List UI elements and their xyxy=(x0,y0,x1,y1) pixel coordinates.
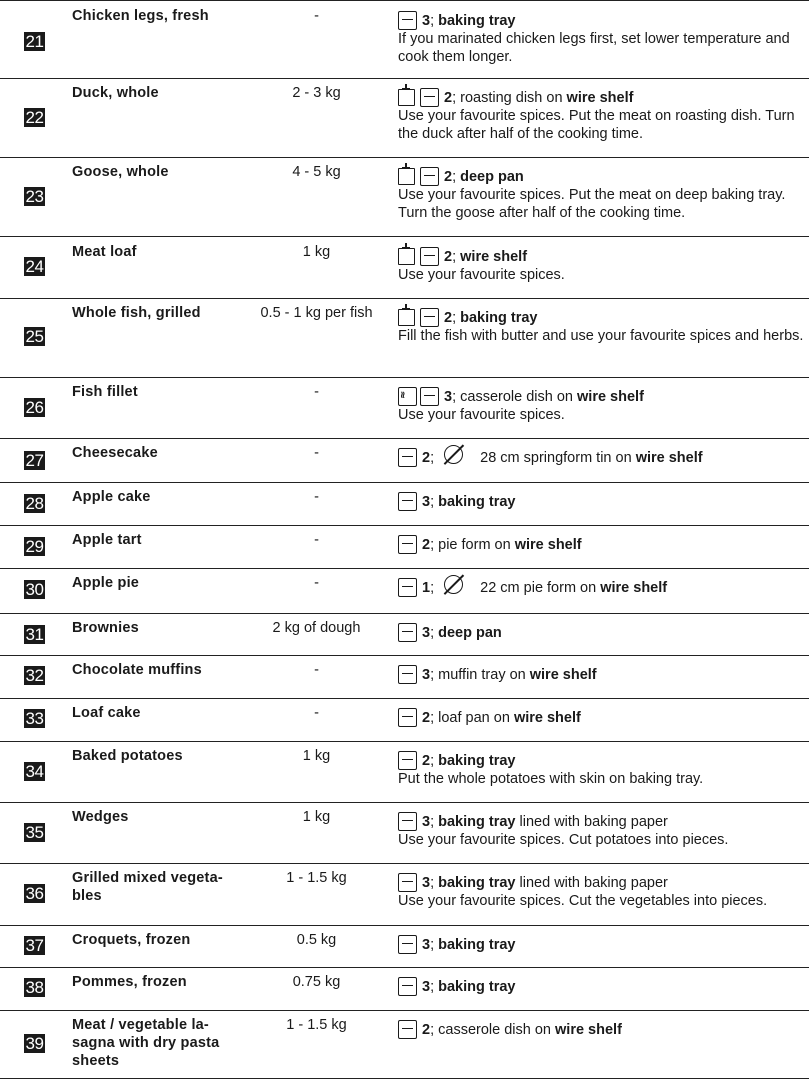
table-row xyxy=(0,741,809,803)
heat-icon xyxy=(398,535,417,554)
cooking-instructions xyxy=(398,164,808,222)
shelf-level: 2 xyxy=(422,710,431,726)
accessory-bold: wire shelf xyxy=(513,710,581,726)
dish-name: Chicken legs, fresh xyxy=(72,8,209,24)
program-number-badge: 26 xyxy=(25,398,44,417)
accessory-bold: wire shelf xyxy=(460,249,528,265)
program-number-badge: 22 xyxy=(25,108,44,127)
dish-name: Cheesecake xyxy=(72,445,158,461)
table-row xyxy=(0,377,809,439)
dish-name: Apple cake xyxy=(72,489,151,505)
rotisserie-icon xyxy=(398,309,415,326)
accessory-bold: wire shelf xyxy=(566,90,634,106)
dish-name: Meat / vegetable la- sagna with dry pasta sheets xyxy=(72,1017,220,1069)
table-row xyxy=(0,78,809,158)
separator: ; xyxy=(430,625,439,641)
cooking-note: Use your favourite spices. xyxy=(398,407,565,423)
cooking-instructions xyxy=(398,8,808,66)
cooking-note: Use your favourite spices. Cut the vegetables into pieces. xyxy=(398,893,768,909)
table-row xyxy=(0,525,809,569)
dish-quantity: 2 - 3 kg xyxy=(292,85,341,101)
separator: ; xyxy=(452,90,461,106)
dish-name: Apple tart xyxy=(72,532,142,548)
separator: ; xyxy=(430,667,439,683)
dish-name: Pommes, frozen xyxy=(72,974,187,990)
setting-line xyxy=(398,662,808,684)
cooking-instructions xyxy=(398,974,808,996)
cooking-instructions xyxy=(398,489,808,511)
accessory-text: roasting dish on xyxy=(460,90,567,106)
dish-name: Goose, whole xyxy=(72,164,169,180)
program-number-badge: 30 xyxy=(25,580,44,599)
program-number-badge: 21 xyxy=(25,32,44,51)
separator: ; xyxy=(430,753,439,769)
separator: ; xyxy=(430,937,439,953)
table-row xyxy=(0,655,809,699)
setting-line xyxy=(398,974,808,996)
dish-name: Duck, whole xyxy=(72,85,159,101)
program-number-badge: 39 xyxy=(25,1034,44,1053)
accessory-bold: baking tray xyxy=(438,979,516,995)
separator: ; xyxy=(452,169,461,185)
heat-icon xyxy=(420,247,439,266)
program-number-badge: 38 xyxy=(25,978,44,997)
separator: ; xyxy=(430,537,439,553)
heat-icon xyxy=(398,665,417,684)
dish-quantity: - xyxy=(314,705,319,721)
shelf-level: 3 xyxy=(422,494,431,510)
setting-line xyxy=(398,445,808,467)
accessory-text: lined with baking paper xyxy=(515,875,668,891)
accessory-bold: deep pan xyxy=(460,169,524,185)
rotisserie-icon xyxy=(398,168,415,185)
shelf-level: 3 xyxy=(422,667,431,683)
accessory-bold: wire shelf xyxy=(600,580,668,596)
accessory-bold: baking tray xyxy=(438,13,516,29)
cooking-instructions xyxy=(398,932,808,954)
dish-name: Brownies xyxy=(72,620,139,636)
table-row xyxy=(0,438,809,483)
table-row xyxy=(0,1010,809,1079)
program-number-badge: 37 xyxy=(25,936,44,955)
separator: ; xyxy=(430,875,439,891)
shelf-level: 2 xyxy=(422,450,431,466)
heat-icon xyxy=(398,623,417,642)
program-number-badge: 33 xyxy=(25,709,44,728)
accessory-text: pie form on xyxy=(438,537,515,553)
heat-icon xyxy=(398,448,417,467)
setting-line xyxy=(398,489,808,511)
heat-icon xyxy=(398,977,417,996)
dish-quantity: - xyxy=(314,532,319,548)
table-row xyxy=(0,698,809,742)
heat-icon xyxy=(420,308,439,327)
dish-quantity: 4 - 5 kg xyxy=(292,164,341,180)
program-number-badge: 24 xyxy=(25,257,44,276)
dish-name: Chocolate muffins xyxy=(72,662,202,678)
heat-icon xyxy=(420,387,439,406)
dish-name: Whole fish, grilled xyxy=(72,305,201,321)
heat-icon xyxy=(398,751,417,770)
cooking-instructions xyxy=(398,532,808,554)
shelf-level: 3 xyxy=(422,13,431,29)
cooking-instructions xyxy=(398,748,808,788)
setting-line xyxy=(398,748,808,770)
dish-quantity: - xyxy=(314,662,319,678)
accessory-bold: deep pan xyxy=(438,625,502,641)
table-row xyxy=(0,925,809,968)
shelf-level: 3 xyxy=(422,625,431,641)
heat-icon xyxy=(398,708,417,727)
program-number-badge: 28 xyxy=(25,494,44,513)
dish-name: Wedges xyxy=(72,809,129,825)
setting-line xyxy=(398,870,808,892)
cooking-instructions xyxy=(398,85,808,143)
heat-icon xyxy=(398,935,417,954)
separator: ; xyxy=(430,979,439,995)
program-number-badge: 31 xyxy=(25,625,44,644)
dish-name: Grilled mixed vegeta- bles xyxy=(72,870,223,904)
shelf-level: 2 xyxy=(444,169,453,185)
setting-line xyxy=(398,164,808,186)
heat-icon xyxy=(398,812,417,831)
shelf-level: 2 xyxy=(444,90,453,106)
separator: ; xyxy=(452,389,461,405)
setting-line xyxy=(398,705,808,727)
dish-quantity: - xyxy=(314,575,319,591)
separator: ; xyxy=(430,494,439,510)
shelf-level: 2 xyxy=(444,310,453,326)
separator: ; xyxy=(430,1022,439,1038)
dish-quantity: 1 kg xyxy=(302,244,331,260)
program-number-badge: 34 xyxy=(25,762,44,781)
accessory-bold: baking tray xyxy=(438,875,516,891)
table-row xyxy=(0,568,809,614)
cooking-instructions xyxy=(398,1017,808,1039)
cooking-instructions xyxy=(398,244,808,284)
shelf-level: 3 xyxy=(422,937,431,953)
shelf-level: 3 xyxy=(422,814,431,830)
separator: ; xyxy=(430,814,439,830)
dish-name: Loaf cake xyxy=(72,705,141,721)
shelf-level: 2 xyxy=(422,537,431,553)
table-row xyxy=(0,802,809,864)
program-number-badge: 25 xyxy=(25,327,44,346)
setting-line xyxy=(398,1017,808,1039)
heat-icon xyxy=(398,1020,417,1039)
accessory-bold: baking tray xyxy=(460,310,538,326)
diameter-icon xyxy=(442,443,466,467)
table-row xyxy=(0,613,809,656)
cooking-note: Use your favourite spices. Put the meat on roasting dish. Turn the duck after half of the cooking time. xyxy=(398,108,795,142)
dish-name: Baked potatoes xyxy=(72,748,183,764)
program-number-badge: 32 xyxy=(25,666,44,685)
shelf-level: 2 xyxy=(422,753,431,769)
dish-quantity: 2 kg of dough xyxy=(272,620,361,636)
cooking-instructions xyxy=(398,870,808,910)
program-number-badge: 29 xyxy=(25,537,44,556)
dish-name: Apple pie xyxy=(72,575,140,591)
shelf-level: 1 xyxy=(422,580,431,596)
cooking-instructions xyxy=(398,662,808,684)
table-row xyxy=(0,863,809,926)
separator: ; xyxy=(430,710,439,726)
setting-line xyxy=(398,305,808,327)
cooking-note: If you marinated chicken legs first, set lower temperature and cook them longer. xyxy=(398,31,790,65)
setting-line xyxy=(398,85,808,107)
cooking-note: Use your favourite spices. Put the meat on deep baking tray. Turn the goose after half of the cooking time. xyxy=(398,187,786,221)
separator: ; xyxy=(430,450,439,466)
program-number-badge: 35 xyxy=(25,823,44,842)
cooking-instructions xyxy=(398,445,808,467)
program-number-badge: 23 xyxy=(25,187,44,206)
dish-quantity: 1 - 1.5 kg xyxy=(286,1017,347,1033)
rotisserie-icon xyxy=(398,89,415,106)
dish-quantity: - xyxy=(314,8,319,24)
heat-icon xyxy=(420,167,439,186)
table-row xyxy=(0,298,809,378)
accessory-text: lined with baking paper xyxy=(515,814,668,830)
separator: ; xyxy=(452,249,461,265)
accessory-bold: baking tray xyxy=(438,494,516,510)
setting-line xyxy=(398,620,808,642)
dish-quantity: 0.5 kg xyxy=(296,932,337,948)
cooking-note: Use your favourite spices. Cut potatoes into pieces. xyxy=(398,832,729,848)
rotisserie-icon xyxy=(398,248,415,265)
dish-name: Croquets, frozen xyxy=(72,932,191,948)
accessory-bold: baking tray xyxy=(438,937,516,953)
dish-name: Fish fillet xyxy=(72,384,138,400)
dish-quantity: - xyxy=(314,445,319,461)
accessory-text: casserole dish on xyxy=(438,1022,556,1038)
dish-quantity: 1 kg xyxy=(302,748,331,764)
dish-quantity: 1 kg xyxy=(302,809,331,825)
table-row xyxy=(0,0,809,79)
setting-line xyxy=(398,575,808,597)
dish-name: Meat loaf xyxy=(72,244,137,260)
cooking-instructions xyxy=(398,809,808,849)
cooking-note: Put the whole potatoes with skin on baking tray. xyxy=(398,771,704,787)
accessory-text: loaf pan on xyxy=(438,710,514,726)
heat-icon xyxy=(398,873,417,892)
accessory-bold: wire shelf xyxy=(635,450,703,466)
heat-icon xyxy=(398,11,417,30)
accessory-text: 28 cm springform tin on xyxy=(480,450,636,466)
table-row xyxy=(0,237,809,299)
diameter-icon xyxy=(442,573,466,597)
table-row xyxy=(0,157,809,237)
accessory-bold: wire shelf xyxy=(577,389,644,405)
program-number-badge: 36 xyxy=(25,884,44,903)
setting-line xyxy=(398,8,808,30)
cooking-note: Use your favourite spices. xyxy=(398,267,565,283)
separator: ; xyxy=(430,13,439,29)
dish-quantity: - xyxy=(314,384,319,400)
heat-icon xyxy=(398,492,417,511)
dish-quantity: 1 - 1.5 kg xyxy=(286,870,347,886)
setting-line xyxy=(398,809,808,831)
shelf-level: 2 xyxy=(422,1022,431,1038)
dish-quantity: 0.5 - 1 kg per fish xyxy=(260,305,373,321)
cooking-instructions xyxy=(398,384,808,424)
accessory-text: casserole dish on xyxy=(460,389,578,405)
setting-line xyxy=(398,932,808,954)
setting-line xyxy=(398,532,808,554)
accessory-bold: baking tray xyxy=(438,753,516,769)
cooking-instructions xyxy=(398,305,808,345)
accessory-text: 22 cm pie form on xyxy=(480,580,601,596)
separator: ; xyxy=(430,580,439,596)
accessory-bold: baking tray xyxy=(438,814,516,830)
dish-quantity: 0.75 kg xyxy=(292,974,341,990)
cooking-instructions xyxy=(398,705,808,727)
accessory-text: muffin tray on xyxy=(438,667,530,683)
setting-line xyxy=(398,384,808,406)
separator: ; xyxy=(452,310,461,326)
shelf-level: 3 xyxy=(422,875,431,891)
shelf-level: 2 xyxy=(444,249,453,265)
accessory-bold: wire shelf xyxy=(514,537,582,553)
shelf-level: 3 xyxy=(444,389,453,405)
dish-quantity: - xyxy=(314,489,319,505)
accessory-bold: wire shelf xyxy=(555,1022,622,1038)
accessory-bold: wire shelf xyxy=(529,667,597,683)
table-row xyxy=(0,482,809,526)
shelf-level: 3 xyxy=(422,979,431,995)
program-number-badge: 27 xyxy=(25,451,44,470)
cooking-instructions xyxy=(398,620,808,642)
heat-icon xyxy=(420,88,439,107)
table-row xyxy=(0,967,809,1011)
setting-line xyxy=(398,244,808,266)
cooking-instructions xyxy=(398,575,808,597)
steam-icon xyxy=(398,387,417,406)
cooking-note: Fill the fish with butter and use your favourite spices and herbs. xyxy=(398,328,804,344)
heat-icon xyxy=(398,578,417,597)
